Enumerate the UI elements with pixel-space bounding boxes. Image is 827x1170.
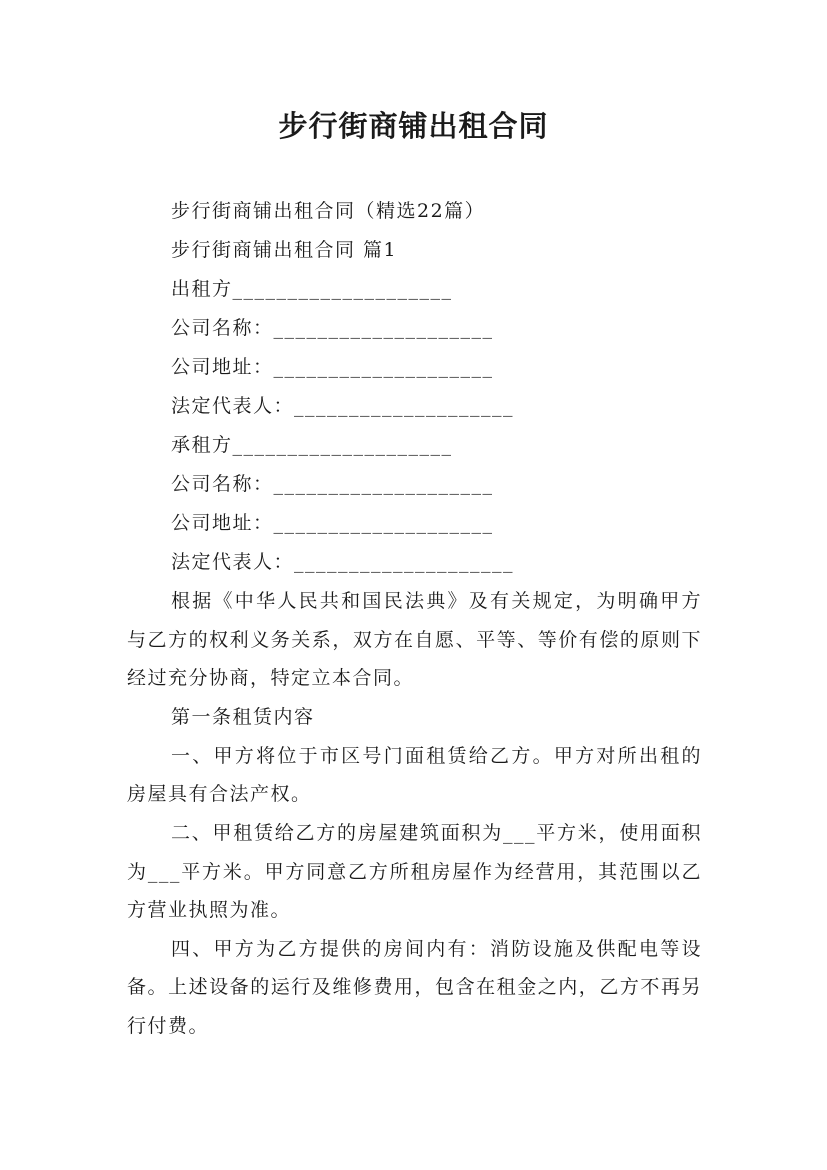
section-heading: 步行街商铺出租合同 篇1 (171, 239, 398, 261)
preamble-paragraph: 根据《中华人民共和国民法典》及有关规定，为明确甲方与乙方的权利义务关系，双方在自愿、平等、等价有偿的原则下经过充分协商，特定立本合同。 (127, 590, 702, 690)
document-title: 步行街商铺出租合同 (278, 109, 549, 143)
clause-2-paragraph: 二、甲租赁给乙方的房屋建筑面积为___平方米，使用面积为___平方米。甲方同意乙方所租房屋作为经营用，其范围以乙方营业执照为准。 (127, 821, 702, 922)
lessee-company-name: 公司名称：____________________ (171, 473, 494, 495)
lessor-company-name: 公司名称：____________________ (171, 317, 494, 339)
clause-4-paragraph: 四、甲方为乙方提供的房间内有：消防设施及供配电等设备。上述设备的运行及维修费用，包含在租金之内，乙方不再另行付费。 (127, 937, 702, 1037)
lessor-company-address: 公司地址：____________________ (171, 356, 494, 378)
lessor-label: 出租方____________________ (171, 278, 453, 300)
document-subtitle: 步行街商铺出租合同（精选22篇） (171, 200, 486, 222)
lessee-label: 承租方____________________ (171, 434, 453, 456)
article1-heading: 第一条租赁内容 (171, 705, 315, 728)
clause-1-paragraph: 一、甲方将位于市区号门面租赁给乙方。甲方对所出租的房屋具有合法产权。 (127, 744, 702, 806)
lessee-company-address: 公司地址：____________________ (171, 512, 494, 534)
lessor-legal-rep: 法定代表人：____________________ (171, 395, 515, 417)
document-body (127, 192, 702, 1046)
lessee-legal-rep: 法定代表人：____________________ (171, 551, 515, 573)
